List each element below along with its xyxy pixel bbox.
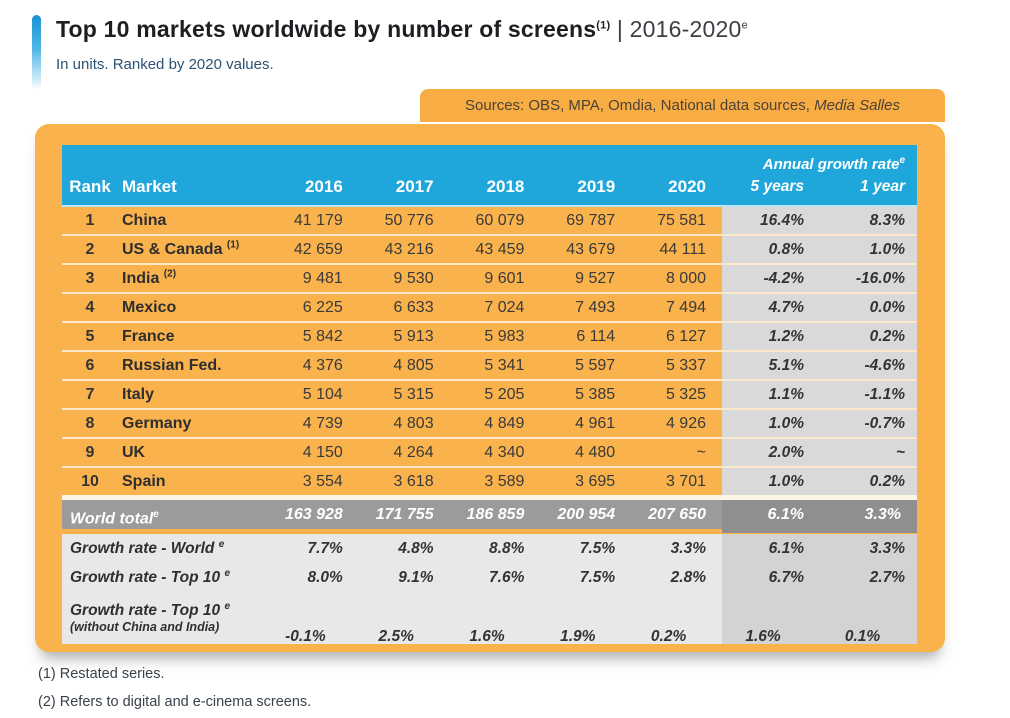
market-cell: Germany xyxy=(122,415,192,432)
value-2017-cell: 4 264 xyxy=(393,444,434,461)
value-2019-cell: 4 480 xyxy=(575,444,616,461)
market-column-header: Market xyxy=(122,177,177,196)
value-2018-cell: 4 849 xyxy=(484,415,525,432)
year-2019-column-header: 2019 xyxy=(577,177,616,196)
value-2020-cell: 2.8% xyxy=(670,569,706,586)
value-2019-cell: 5 385 xyxy=(575,386,616,403)
title-estimate-marker: e xyxy=(741,19,748,32)
year-2018-column-header: 2018 xyxy=(486,177,525,196)
rank-cell: 1 xyxy=(85,212,95,229)
growth-rate-label: Growth rate - World $^e$ xyxy=(70,538,225,557)
market-cell: Mexico xyxy=(122,299,177,316)
title-period: | 2016-2020 xyxy=(610,16,742,42)
value-2019-cell: 43 679 xyxy=(566,241,616,258)
sources-italic-text: Media Salles xyxy=(814,97,900,114)
market-cell: UK xyxy=(122,444,146,461)
rank-cell: 5 xyxy=(85,328,95,345)
world-total-growth-5y: 6.1% xyxy=(722,500,820,533)
rank-cell: 2 xyxy=(85,241,95,258)
table-row xyxy=(62,410,917,439)
growth-1y-cell: -16.0% xyxy=(820,265,917,292)
growth-5y-cell: 16.4% xyxy=(722,207,820,234)
value-2018-cell: 60 079 xyxy=(475,212,525,229)
growth-5y-cell: 6.1% xyxy=(722,534,820,563)
market-cell: France xyxy=(122,328,175,345)
table-row xyxy=(62,207,917,236)
value-2020-cell: 5 325 xyxy=(665,386,706,403)
growth-5y-cell: 6.7% xyxy=(722,563,820,592)
market-cell: India $^{(2)}$ xyxy=(122,268,177,287)
rank-cell: 9 xyxy=(85,444,95,461)
value-2019-cell: 3 695 xyxy=(575,473,616,490)
value-2017-cell: 4 803 xyxy=(393,415,434,432)
table-header xyxy=(62,145,917,207)
market-cell: China xyxy=(122,212,167,229)
table-header-top-row xyxy=(62,151,917,175)
growth-5y-cell: 1.2% xyxy=(722,323,820,350)
growth-5y-cell: 1.1% xyxy=(722,381,820,408)
value-2017-cell: 2.5% xyxy=(378,627,414,645)
growth-rate-label: Growth rate - Top 10 $^e$ xyxy=(70,567,231,586)
title-main: Top 10 markets worldwide by number of screens xyxy=(56,16,597,42)
growth-5y-cell: 1.0% xyxy=(722,468,820,495)
growth-5y-cell: 5.1% xyxy=(722,352,820,379)
growth-1y-cell: 0.1% xyxy=(820,592,917,644)
value-2019-cell: 69 787 xyxy=(566,212,616,229)
growth-rate-row xyxy=(62,534,917,563)
value-2019-cell: 7 493 xyxy=(575,299,616,316)
value-2020-cell: 75 581 xyxy=(657,212,706,229)
footnote-marker: (1) xyxy=(226,239,240,251)
table-row xyxy=(62,294,917,323)
value-2016-cell: 5 104 xyxy=(302,386,343,403)
growth-1y-cell: ~ xyxy=(820,439,917,466)
value-2016-cell: 3 554 xyxy=(302,473,343,490)
world-total-2019: 200 954 xyxy=(557,506,616,523)
world-total-label: World total$^e$ xyxy=(70,509,159,528)
rank-cell: 10 xyxy=(81,473,99,490)
value-2018-cell: 8.8% xyxy=(489,540,525,557)
value-2020-cell: 6 127 xyxy=(665,328,706,345)
table-row xyxy=(62,265,917,294)
table-row xyxy=(62,352,917,381)
world-total-2017: 171 755 xyxy=(375,506,434,523)
table-body xyxy=(62,207,917,495)
value-2019-cell: 6 114 xyxy=(576,328,616,345)
value-2020-cell: ~ xyxy=(696,444,706,461)
value-2018-cell: 1.6% xyxy=(469,627,505,645)
value-2017-cell: 5 913 xyxy=(393,328,434,345)
table-row xyxy=(62,439,917,468)
title-accent-bar xyxy=(32,15,41,89)
data-panel xyxy=(35,124,945,652)
rank-cell: 3 xyxy=(85,270,95,287)
rank-column-header: Rank xyxy=(69,177,111,196)
value-2020-cell: 7 494 xyxy=(665,299,706,316)
market-cell: US & Canada $^{(1)}$ xyxy=(122,239,240,258)
value-2017-cell: 43 216 xyxy=(384,241,434,258)
rank-cell: 6 xyxy=(85,357,95,374)
value-2018-cell: 7 024 xyxy=(484,299,525,316)
screens-table xyxy=(62,145,917,644)
growth-1y-cell: -4.6% xyxy=(820,352,917,379)
value-2016-cell: 7.7% xyxy=(307,540,343,557)
value-2018-cell: 7.6% xyxy=(489,569,525,586)
world-total-row xyxy=(62,500,917,529)
value-2017-cell: 9.1% xyxy=(398,569,434,586)
value-2020-cell: 0.2% xyxy=(650,627,687,645)
value-2017-cell: 9 530 xyxy=(393,270,434,287)
value-2017-cell: 4.8% xyxy=(398,540,434,557)
table-row xyxy=(62,236,917,265)
page-subtitle: In units. Ranked by 2020 values. xyxy=(56,56,274,73)
value-2020-cell: 44 111 xyxy=(659,241,706,258)
value-2019-cell: 5 597 xyxy=(575,357,616,374)
growth-1y-cell: 0.2% xyxy=(820,323,917,350)
value-2019-cell: 7.5% xyxy=(579,569,616,586)
value-2018-cell: 9 601 xyxy=(484,270,525,287)
value-2016-cell: 8.0% xyxy=(307,569,343,586)
market-cell: Italy xyxy=(122,386,155,403)
value-2020-cell: 5 337 xyxy=(665,357,706,374)
growth-rate-row xyxy=(62,563,917,592)
growth-rate-sublabel: (without China and India) xyxy=(70,619,220,634)
value-2020-cell: 3 701 xyxy=(665,473,706,490)
year-2020-column-header: 2020 xyxy=(668,177,706,196)
growth-5y-cell: 4.7% xyxy=(722,294,820,321)
value-2020-cell: 4 926 xyxy=(665,415,706,432)
footnote-1: (1) Restated series. xyxy=(38,666,165,682)
value-2018-cell: 5 341 xyxy=(484,357,525,374)
value-2017-cell: 3 618 xyxy=(393,473,434,490)
value-2018-cell: 43 459 xyxy=(475,241,525,258)
value-2020-cell: 3.3% xyxy=(670,540,706,557)
value-2020-cell: 8 000 xyxy=(665,270,706,287)
market-cell: Russian Fed. xyxy=(122,357,222,374)
growth-5y-cell: 1.6% xyxy=(722,592,820,644)
growth-5y-cell: 1.0% xyxy=(722,410,820,437)
growth-1y-cell: 1.0% xyxy=(820,236,917,263)
value-2019-cell: 1.9% xyxy=(560,627,596,645)
value-2018-cell: 5 983 xyxy=(484,328,525,345)
growth-5y-cell: -4.2% xyxy=(722,265,820,292)
value-2016-cell: -0.1% xyxy=(285,627,326,645)
table-row xyxy=(62,381,917,410)
world-total-2020: 207 650 xyxy=(648,506,706,523)
rank-cell: 8 xyxy=(85,415,95,432)
year-2017-column-header: 2017 xyxy=(395,177,434,196)
growth-5y-column-header: 5 years xyxy=(750,178,804,195)
value-2017-cell: 6 633 xyxy=(393,299,434,316)
growth-1y-cell: -0.7% xyxy=(820,410,917,437)
title-footnote-marker: (1) xyxy=(596,19,611,32)
page-title xyxy=(56,16,748,43)
footnotes xyxy=(38,660,311,716)
value-2018-cell: 5 205 xyxy=(484,386,525,403)
growth-1y-cell: -1.1% xyxy=(820,381,917,408)
world-total-2016: 163 928 xyxy=(284,506,343,523)
growth-1y-cell: 0.2% xyxy=(820,468,917,495)
sources-bar xyxy=(420,89,945,122)
value-2016-cell: 4 150 xyxy=(302,444,343,461)
table-row xyxy=(62,468,917,495)
value-2019-cell: 4 961 xyxy=(575,415,616,432)
value-2017-cell: 4 805 xyxy=(393,357,434,374)
table-header-bottom-row xyxy=(62,175,917,199)
value-2016-cell: 9 481 xyxy=(302,270,343,287)
title-block xyxy=(32,10,748,89)
footnote-2: (2) Refers to digital and e-cinema screens. xyxy=(38,694,312,710)
growth-1y-cell: 3.3% xyxy=(820,534,917,563)
value-2016-cell: 5 842 xyxy=(302,328,343,345)
rank-cell: 4 xyxy=(85,299,95,316)
market-cell: Spain xyxy=(122,473,166,490)
world-total-2018: 186 859 xyxy=(466,506,525,523)
growth-rate-label: Growth rate - Top 10 $^e$ (without China and India) xyxy=(62,592,268,644)
value-2016-cell: 4 376 xyxy=(302,357,343,374)
value-2016-cell: 6 225 xyxy=(302,299,343,316)
growth-rate-row xyxy=(62,592,917,644)
value-2019-cell: 9 527 xyxy=(575,270,616,287)
rank-cell: 7 xyxy=(85,386,95,403)
growth-5y-cell: 0.8% xyxy=(722,236,820,263)
world-total-growth-1y: 3.3% xyxy=(820,500,917,533)
annual-growth-rate-header: Annual growth rate$^e$ xyxy=(762,155,905,173)
sources-text: Sources: OBS, MPA, Omdia, National data sources, xyxy=(465,97,815,114)
value-2016-cell: 41 179 xyxy=(293,212,343,229)
growth-1y-cell: 0.0% xyxy=(820,294,917,321)
growth-1y-column-header: 1 year xyxy=(860,178,905,195)
growth-rate-block xyxy=(62,534,917,644)
value-2016-cell: 42 659 xyxy=(293,241,343,258)
growth-1y-cell: 8.3% xyxy=(820,207,917,234)
value-2017-cell: 5 315 xyxy=(393,386,434,403)
growth-1y-cell: 2.7% xyxy=(820,563,917,592)
year-2016-column-header: 2016 xyxy=(304,177,343,196)
value-2016-cell: 4 739 xyxy=(302,415,343,432)
growth-5y-cell: 2.0% xyxy=(722,439,820,466)
table-row xyxy=(62,323,917,352)
footnote-marker: (2) xyxy=(163,268,177,280)
value-2017-cell: 50 776 xyxy=(384,212,434,229)
value-2019-cell: 7.5% xyxy=(579,540,616,557)
value-2018-cell: 3 589 xyxy=(484,473,525,490)
value-2018-cell: 4 340 xyxy=(484,444,525,461)
